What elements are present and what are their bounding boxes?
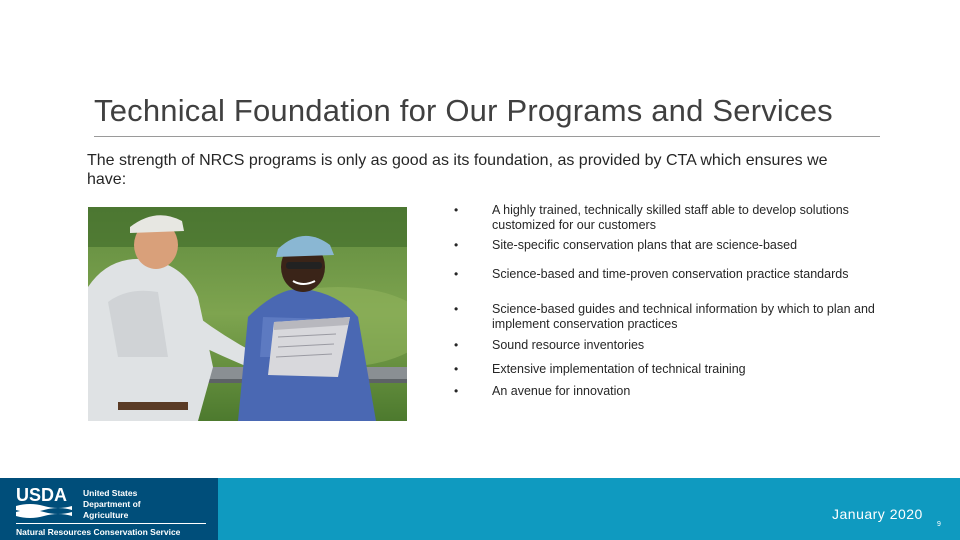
usda-name-line: Department of — [83, 499, 141, 509]
bullet-text: Science-based and time-proven conservation practice standards — [492, 267, 849, 281]
bullet-marker: • — [454, 203, 459, 217]
usda-nrcs-logo — [0, 478, 218, 540]
agency-name: Natural Resources Conservation Service — [16, 527, 181, 537]
bullet-marker: • — [454, 384, 459, 398]
bullet-text: A highly trained, technically skilled staff able to develop solutions customized for our customers — [492, 203, 849, 232]
usda-wordmark: USDA — [16, 485, 68, 505]
list-item — [448, 338, 898, 362]
list-item — [448, 238, 898, 267]
list-item — [448, 203, 898, 238]
title-divider — [94, 136, 880, 137]
bullet-marker: • — [454, 267, 459, 281]
bullet-marker: • — [454, 238, 459, 252]
list-item — [448, 302, 898, 338]
footer-date: January 2020 — [832, 506, 923, 522]
field-conversation-photo — [88, 207, 407, 421]
bullet-text: Extensive implementation of technical training — [492, 362, 746, 376]
list-item — [448, 384, 898, 404]
logo-divider — [16, 523, 206, 524]
bullet-text: An avenue for innovation — [492, 384, 631, 398]
list-item — [448, 267, 898, 302]
bullet-marker: • — [454, 302, 459, 316]
intro-text: The strength of NRCS programs is only as good as its foundation, as provided by CTA which ensures we have: — [87, 152, 828, 188]
bullet-text: Science-based guides and technical information by which to plan and implement conservation practices — [492, 302, 875, 331]
bullet-marker: • — [454, 362, 459, 376]
slide-title: Technical Foundation for Our Programs and Services — [94, 93, 833, 128]
usda-name-line: Agriculture — [83, 510, 129, 520]
bullet-text: Sound resource inventories — [492, 338, 645, 352]
usda-logo-icon — [16, 484, 72, 518]
usda-name-line: United States — [83, 488, 138, 498]
bullet-text: Site-specific conservation plans that are science-based — [492, 238, 798, 252]
page-number: 9 — [937, 521, 941, 528]
list-item — [448, 362, 898, 384]
usda-name — [83, 488, 141, 521]
bullet-marker: • — [454, 338, 459, 352]
footer-bar — [0, 478, 960, 540]
cta-benefits-list — [448, 203, 898, 404]
